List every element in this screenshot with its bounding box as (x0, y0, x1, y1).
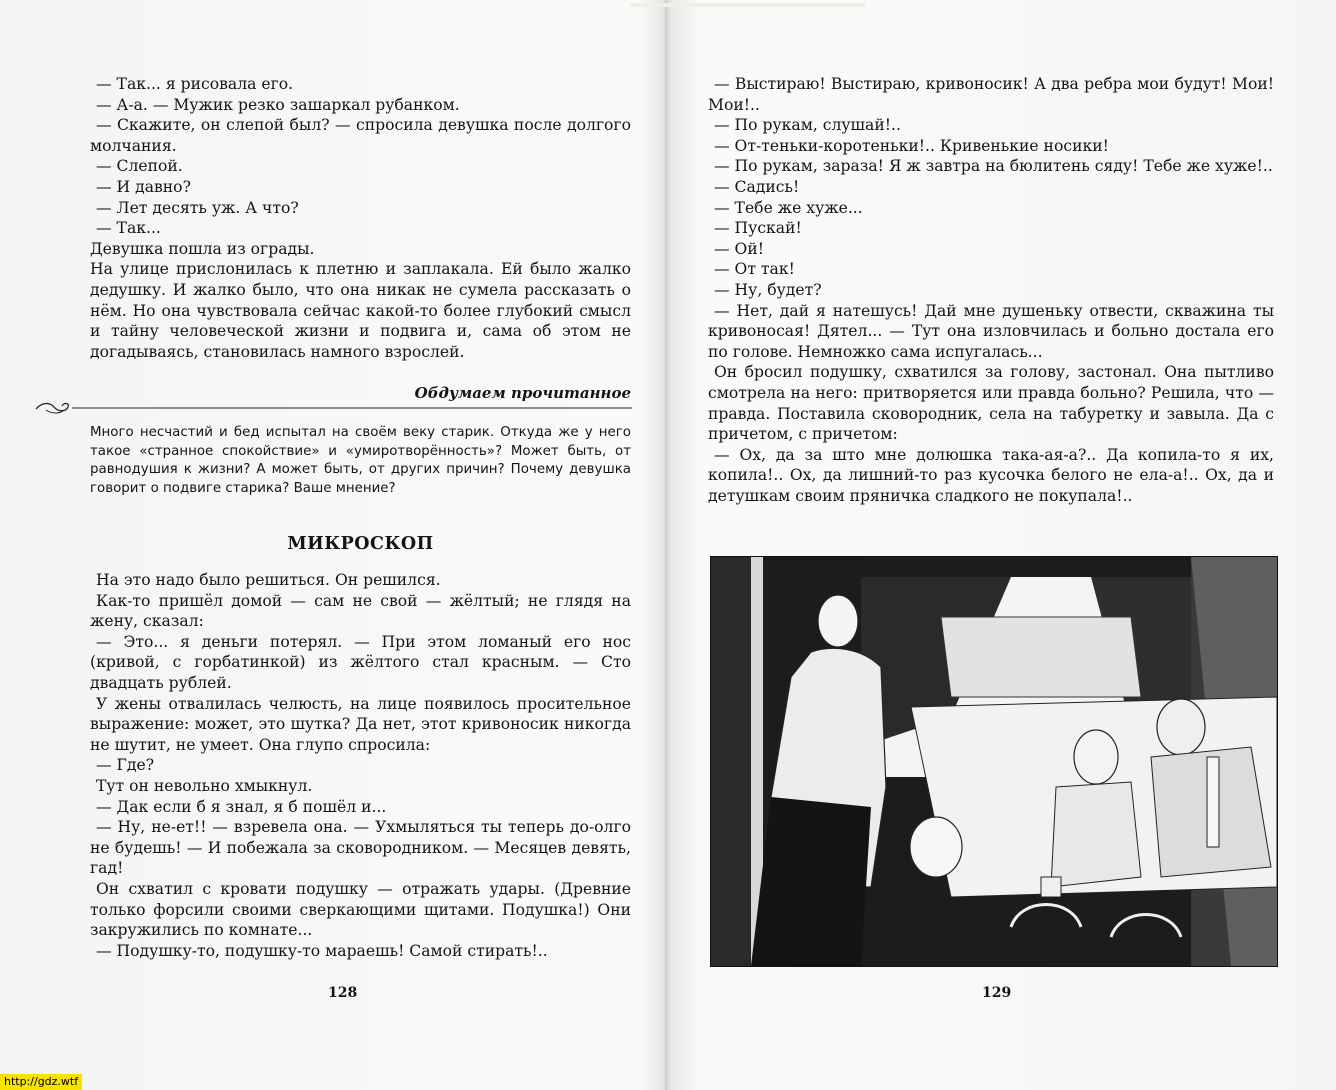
discussion-questions (90, 424, 631, 498)
text-line: — Ну, будет? (714, 280, 822, 299)
illustration-drawing (711, 557, 1277, 966)
left-page-top-text (90, 74, 631, 362)
text-line: — Так... (96, 219, 161, 238)
scan-artifact (630, 3, 865, 7)
text-paragraph: — Нет, дай я натешусь! Дай мне душеньку отвести, скважина ты кривоносая! Дятел... — Тут она изловчилась и больно достала его по голове. Немножко сама испугалась... (708, 301, 1274, 361)
text-line: — Где? (96, 756, 155, 775)
watermark-link[interactable]: http://gdz.wtf (0, 1074, 82, 1090)
text-line: — Ой! (714, 239, 764, 258)
text-line: — А-а. — Мужик резко зашаркал рубанком. (96, 95, 460, 114)
text-line: — Подушку-то, подушку-то мараешь! Самой стирать!.. (96, 941, 548, 960)
text-line: — Скажите, он слепой был? — спросила девушка после долгого молчания. (90, 116, 631, 155)
text-line: — По рукам, слушай!.. (714, 116, 901, 135)
text-paragraph: Он бросил подушку, схватился за голову, застонал. Она пытливо смотрела на него: притворяется или правда больно? Решила, что — правда. Поставила сковородник, села на табуретку и завыла. Да с причетом, с причетом: (708, 363, 1274, 444)
text-paragraph: — Ох, да за што мне долюшка така-ая-а?.. Да копила-то я их, копила!.. Ох, да лишний-то раз кусочка белого не ела-а!.. Ох, да и детушкам своим пряничка сладкого не покупала!.. (708, 445, 1274, 505)
questions-text: Много несчастий и бед испытал на своём веку старик. Откуда же у него такое «странное спокойствие» и «умиротворённость»? Может быть, от равнодушия к жизни? А может быть, от других причин? Почему девушка говорит о подвиге старика? Ваше мнение? (90, 425, 631, 496)
text-line: — От так! (714, 260, 795, 279)
ornament-divider (34, 401, 634, 415)
book-gutter (665, 0, 667, 1090)
page-number-left: 128 (328, 985, 358, 1001)
right-page-text (708, 74, 1274, 506)
text-line: — Так... я рисовала его. (96, 75, 294, 93)
text-line: — Дак если б я знал, я б пошёл и... (96, 797, 387, 816)
text-line: — И давно? (96, 177, 191, 196)
text-line: — Пускай! (714, 219, 802, 238)
text-paragraph: — Это... я деньги потерял. — При этом ломаный его нос (кривой, с горбатинкой) из жёлтого стал красным. — Сто двадцать рублей. (90, 632, 631, 692)
text-line: — Тебе же хуже... (714, 198, 863, 217)
text-paragraph: — По рукам, зараза! Я ж завтра на бюлитень сяду! Тебе же хуже!.. (714, 157, 1273, 176)
page-number-right: 129 (982, 985, 1012, 1001)
text-paragraph: Как-то пришёл домой — сам не свой — жёлтый; не глядя на жену, сказал: (90, 591, 631, 631)
text-line: Тут он невольно хмыкнул. (96, 776, 313, 795)
text-line: — Слепой. (96, 157, 183, 176)
text-line: На это надо было решиться. Он решился. (96, 571, 441, 589)
text-paragraph: На улице прислонилась к плетню и заплакала. Ей было жалко дедушку. И жалко было, что она никак не сумела рассказать о нём. Но она чувствовала сейчас какой-то более глубокий смысл и тайну человеческой жизни и подвига и, сама об этом не догадываясь, становилась намного взрослей. (90, 260, 631, 361)
text-line: — Садись! (714, 177, 800, 196)
text-line: Девушка пошла из ограды. (90, 239, 315, 258)
story-text (90, 570, 631, 961)
text-paragraph: У жены отвалилась челюсть, на лице появилось просительное выражение: может, это шутка? Да нет, этот кривоносик никогда не шутит, не умеет. Она глупо спросила: (90, 694, 631, 754)
text-paragraph: — Ну, не-ет!! — взревела она. — Ухмыляться ты теперь до-олго не будешь! — И побежала за сковородником. — Месяцев девять, гад! (90, 818, 631, 878)
story-title: МИКРОСКОП (287, 534, 434, 554)
section-title: Обдумаем прочитанное (414, 384, 631, 402)
text-paragraph: Он схватил с кровати подушку — отражать удары. (Древние только форсили своими сверкающими щитами. Подушка!) Они закружились по комнате... (90, 879, 631, 940)
text-paragraph: — Выстираю! Выстираю, кривоносик! А два ребра мои будут! Мои! Мои!.. (708, 75, 1274, 114)
text-line: — Лет десять уж. А что? (96, 198, 299, 217)
story-illustration (710, 556, 1278, 967)
text-line: — От-теньки-коротеньки!.. Кривенькие носики! (714, 136, 1109, 155)
